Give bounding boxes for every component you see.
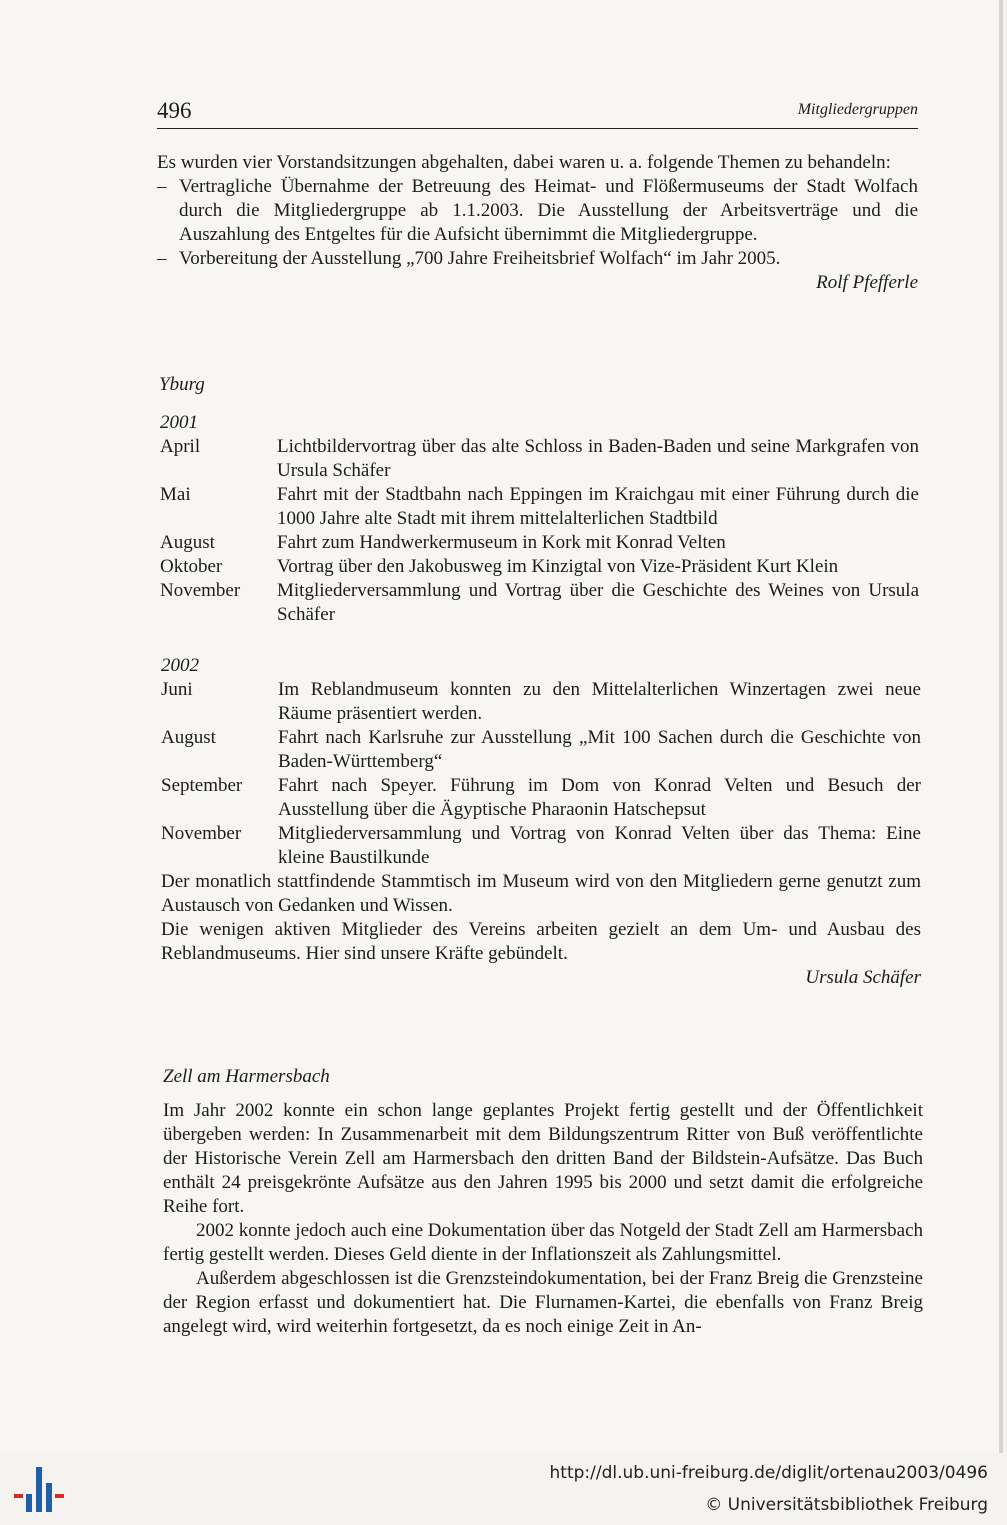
- zell-paragraph: Außerdem abgeschlossen ist die Grenzsteindokumentation, bei der Franz Breig die Grenzsteine der Region erfasst und dokumentiert hat. Die Flurnamen-Kartei, die ebenfalls von Franz Breig angelegt wird, wird weiterhin fortgesetzt, da es noch einige Zeit in An-: [163, 1268, 923, 1337]
- bullet-text: Vertragliche Übernahme der Betreuung des Heimat- und Flößermuseums der Stadt Wolfach durch die Mitgliedergruppe ab 1.1.2003. Die Ausstellung der Arbeitsverträge und die Auszahlung des Entgeltes für die Aufsicht übernimmt die Mitgliedergruppe.: [179, 176, 918, 245]
- running-title: Mitgliedergruppen: [797, 101, 918, 118]
- page-edge: [999, 0, 1003, 1453]
- signature-pfefferle: Rolf Pfefferle: [816, 272, 918, 293]
- event-text: Fahrt mit der Stadtbahn nach Eppingen im Kraichgau mit einer Führung durch die 1000 Jahre alte Stadt mit ihrem mittelalterlichen Stadtbild: [277, 484, 919, 529]
- event-text: Lichtbildervortrag über das alte Schloss in Baden-Baden und seine Markgrafen von Ursula Schäfer: [277, 436, 919, 481]
- event-month: Mai: [160, 484, 191, 505]
- yburg-2002: [161, 648, 921, 990]
- section-heading-yburg: Yburg: [159, 374, 205, 395]
- event-text: Fahrt nach Speyer. Führung im Dom von Konrad Velten und Besuch der Ausstellung über die Ägyptische Pharaonin Hatschepsut: [278, 775, 921, 820]
- event-text: Mitgliederversammlung und Vortrag von Konrad Velten über das Thema: Eine kleine Baustilkunde: [278, 823, 921, 868]
- event-entry: [160, 531, 919, 555]
- event-month: August: [160, 532, 215, 553]
- event-text: Vortrag über den Jakobusweg im Kinzigtal von Vize-Präsident Kurt Klein: [277, 556, 839, 577]
- event-month: April: [160, 436, 201, 457]
- event-entry: [160, 555, 919, 579]
- section-heading-zell: Zell am Harmersbach: [163, 1066, 330, 1087]
- source-url: http://dl.ub.uni-freiburg.de/diglit/ortenau2003/0496: [549, 1463, 988, 1483]
- ub-freiburg-logo-icon: [12, 1463, 66, 1515]
- year-2002: 2002: [161, 655, 199, 676]
- event-entry: [161, 774, 921, 822]
- page-header: [157, 98, 918, 129]
- yburg-paragraph: Der monatlich stattfindende Stammtisch im Museum wird von den Mitgliedern gerne genutzt zum Austausch von Gedanken und Wissen.: [161, 871, 921, 916]
- zell-paragraph: 2002 konnte jedoch auch eine Dokumentation über das Notgeld der Stadt Zell am Harmersbach fertig gestellt werden. Dieses Geld diente in der Inflationszeit als Zahlungsmittel.: [163, 1220, 923, 1265]
- event-entry: [160, 579, 919, 627]
- event-month: November: [160, 580, 241, 601]
- event-text: Im Reblandmuseum konnten zu den Mittelalterlichen Winzertagen zwei neue Räume präsentiert werden.: [278, 679, 921, 724]
- intro-bullet: [157, 175, 918, 247]
- event-text: Fahrt nach Karlsruhe zur Ausstellung „Mit 100 Sachen durch die Geschichte von Baden-Württemberg“: [278, 727, 921, 772]
- signature-schaefer: Ursula Schäfer: [805, 967, 921, 988]
- yburg-2001: [160, 405, 919, 627]
- yburg-paragraph: Die wenigen aktiven Mitglieder des Vereins arbeiten gezielt an dem Um- und Ausbau des Reblandmuseums. Hier sind unsere Kräfte gebündelt.: [161, 919, 921, 964]
- event-entry: [160, 435, 919, 483]
- event-entry: [161, 678, 921, 726]
- bullet-dash: –: [157, 248, 167, 269]
- footer: [0, 1453, 1007, 1525]
- event-month: September: [161, 775, 243, 796]
- intro-lead: Es wurden vier Vorstandsitzungen abgehalten, dabei waren u. a. folgende Themen zu behandeln:: [157, 152, 891, 173]
- event-month: Oktober: [160, 556, 223, 577]
- zell-paragraph: Im Jahr 2002 konnte ein schon lange geplantes Projekt fertig gestellt und der Öffentlichkeit übergeben werden: In Zusammenarbeit mit dem Bildungszentrum Ritter von Buß veröffentlichte der Historische Verein Zell am Harmersbach den dritten Band der Bildstein-Aufsätze. Das Buch enthält 24 preisgekrönte Aufsätze aus den Jahren 1995 bis 2000 und setzt damit die erfolgreiche Reihe fort.: [163, 1100, 923, 1217]
- copyright: © Universitätsbibliothek Freiburg: [705, 1495, 988, 1515]
- year-2001: 2001: [160, 412, 198, 433]
- event-entry: [160, 483, 919, 531]
- page-number: 496: [157, 98, 192, 123]
- event-month: November: [161, 823, 242, 844]
- zell-section: [163, 1099, 923, 1339]
- bullet-text: Vorbereitung der Ausstellung „700 Jahre Freiheitsbrief Wolfach“ im Jahr 2005.: [179, 248, 781, 269]
- event-text: Fahrt zum Handwerkermuseum in Kork mit Konrad Velten: [277, 532, 726, 553]
- intro-section: [157, 151, 918, 295]
- event-entry: [161, 726, 921, 774]
- event-month: August: [161, 727, 216, 748]
- event-text: Mitgliederversammlung und Vortrag über die Geschichte des Weines von Ursula Schäfer: [277, 580, 919, 625]
- event-month: Juni: [161, 679, 193, 700]
- event-entry: [161, 822, 921, 870]
- intro-bullet: [157, 247, 918, 271]
- bullet-dash: –: [157, 176, 167, 197]
